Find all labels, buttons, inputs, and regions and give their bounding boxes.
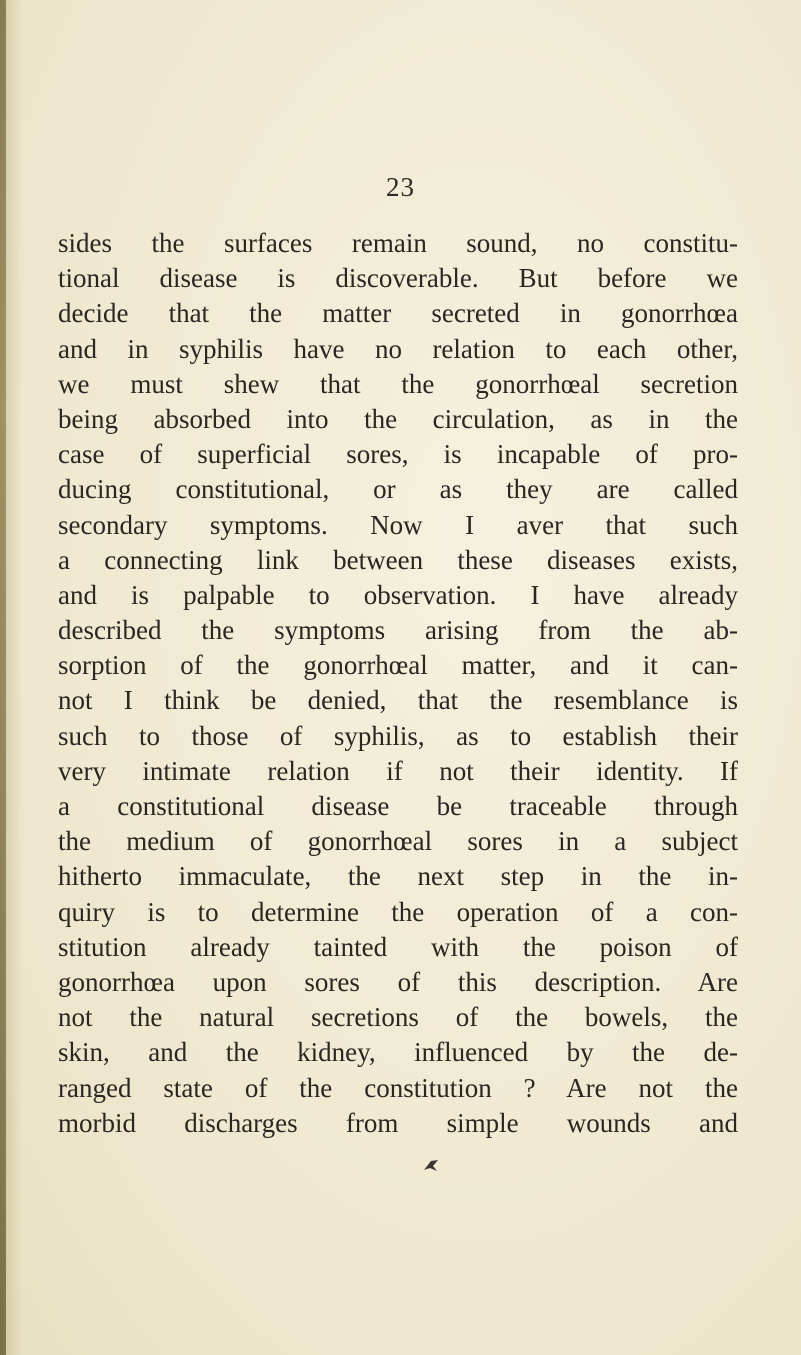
text-line: decide that the matter secreted in gonorrhœa	[58, 298, 738, 329]
text-line: a connecting link between these diseases exists,	[58, 544, 738, 575]
text-line: described the symptoms arising from the ab-	[58, 615, 738, 646]
text-line: ranged state of the constitution ? Are not the	[58, 1072, 738, 1103]
text-line: tional disease is discoverable. But before we	[58, 263, 738, 294]
text-line: secondary symptoms. Now I aver that such	[58, 509, 738, 540]
text-line: quiry is to determine the operation of a con-	[58, 896, 738, 927]
text-line: case of superficial sores, is incapable of pro-	[58, 439, 738, 470]
body-text	[58, 226, 738, 1141]
text-line: the medium of gonorrhœal sores in a subject	[58, 826, 738, 857]
text-line: not the natural secretions of the bowels, the	[58, 1002, 738, 1033]
printers-mark-icon	[422, 1157, 440, 1173]
text-line: such to those of syphilis, as to establish their	[58, 720, 738, 751]
text-line: a constitutional disease be traceable through	[58, 791, 738, 821]
text-line: being absorbed into the circulation, as in the	[58, 403, 738, 434]
text-line: stitution already tainted with the poison of	[58, 931, 738, 962]
text-line: we must shew that the gonorrhœal secretion	[58, 368, 738, 399]
text-line: gonorrhœa upon sores of this description. Are	[58, 966, 738, 997]
text-line: sides the surfaces remain sound, no constitu-	[58, 228, 738, 258]
text-line: and in syphilis have no relation to each other,	[58, 333, 738, 364]
text-line: skin, and the kidney, influenced by the de-	[58, 1037, 738, 1068]
text-line: and is palpable to observation. I have already	[58, 579, 738, 610]
text-line: very intimate relation if not their identity. If	[58, 755, 738, 786]
text-line: hitherto immaculate, the next step in the in-	[58, 861, 738, 892]
page-number: 23	[386, 172, 415, 202]
text-line: not I think be denied, that the resemblance is	[58, 685, 738, 716]
page-spine-edge	[0, 0, 6, 1355]
text-line: sorption of the gonorrhœal matter, and it can-	[58, 650, 738, 681]
text-line: ducing constitutional, or as they are called	[58, 474, 738, 505]
text-line: morbid discharges from simple wounds and	[58, 1107, 738, 1138]
